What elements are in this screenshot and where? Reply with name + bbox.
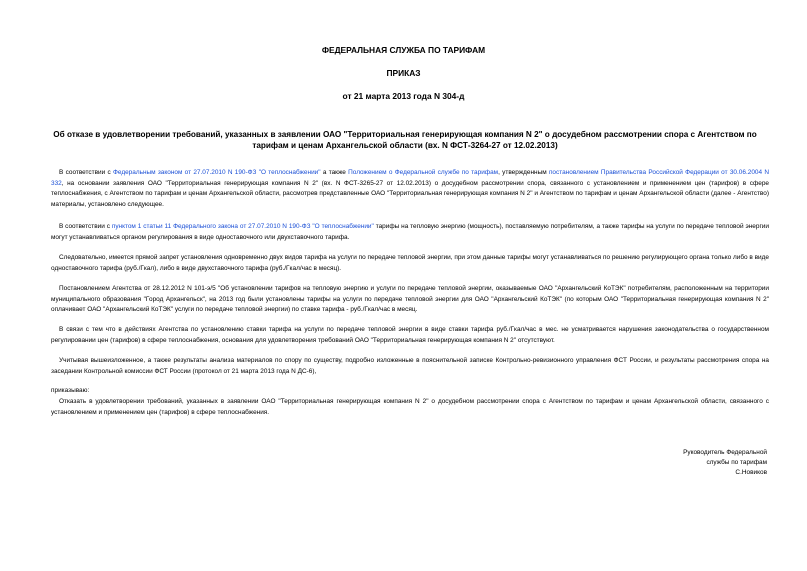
paragraph-1-text-d: , на основании заявления ОАО "Территориальная генерирующая компания N 2" (вх. N ФСТ-3265-27 от 12.02.2013) о досудебном рассмотрении спора, связанного с установлением и применением цен (тарифов) в сфере теплоснабжения, с Агентством по тарифам и ценам Архангельской области, рассмотрев представленные ОАО "Территориальная генерирующая компания N 2" и Агентством по тарифам и ценам Архангельской области (далее - Агентство) материалы, установлено следующее.: [51, 179, 769, 208]
document-type-heading: ПРИКАЗ: [386, 68, 421, 78]
law-190fz-article-11-link[interactable]: пунктом 1 статьи 11 Федерального закона от 27.07.2010 N 190-ФЗ "О теплоснабжении": [111, 223, 374, 230]
paragraph-6: Учитывая вышеизложенное, а также результаты анализа материалов по спору по существу, подробно изложенные в пояснительной записке Контрольно-ревизионного управления ФСТ России, и результаты рассмотрения спора на заседании Контрольной комиссии ФСТ России (протокол от 21 марта 2013 года N ДС-6),: [51, 357, 769, 375]
paragraph-4: Постановлением Агентства от 28.12.2012 N 101-э/5 "Об установлении тарифов на тепловую энергию и услуги по передаче тепловой энергии, оказываемые ОАО "Архангельский КоТЭК" потребителям, расположенным на территории муниципального образования "Город Архангельск", на 2013 год были установлены тарифы на услуги по передаче тепловой энергии для ОАО "Архангельский КоТЭК" (по которым ОАО "Территориальная генерирующая компания N 2" оплачивает ОАО "Архангельский КоТЭК" услуги по передаче тепловой энергии) по ставке тарифа - руб./Гкал/час в месяц.: [51, 285, 769, 313]
paragraph-1: [51, 168, 769, 210]
paragraph-decision: Отказать в удовлетворении требований, указанных в заявлении ОАО "Территориальная генерирующая компания N 2" о досудебном рассмотрении спора с Агентством по тарифам и ценам Архангельской области, связанного с установлением и применением цен (тарифов) в сфере теплоснабжения.: [51, 398, 769, 416]
paragraph-1-text-a: В соответствии с: [59, 169, 113, 176]
document-title: Об отказе в удовлетворении требований, указанных в заявлении ОАО "Территориальная генерирующая компания N 2" о досудебном рассмотрении спора с Агентством по тарифам и ценам Архангельской области (вх. N ФСТ-3264-27 от 12.02.2013): [53, 130, 757, 150]
paragraph-2: [51, 222, 769, 243]
government-decree-332-link[interactable]: постановлением Правительства Российской Федерации от 30.06.2004 N 332: [51, 169, 769, 187]
paragraph-order: приказываю:: [51, 387, 90, 394]
law-190fz-link[interactable]: Федеральным законом от 27.07.2010 N 190-ФЗ "О теплоснабжении": [113, 169, 321, 176]
agency-heading: ФЕДЕРАЛЬНАЯ СЛУЖБА ПО ТАРИФАМ: [321, 45, 486, 55]
paragraph-1-text-b: а также: [320, 169, 349, 176]
fst-regulation-link[interactable]: Положением о Федеральной службе по тарифам: [348, 169, 499, 176]
signature-position: Руководитель Федеральной: [683, 449, 767, 456]
paragraph-1-text-c: , утвержденным: [498, 169, 549, 176]
signature-service: службы по тарифам: [706, 459, 767, 466]
paragraph-5: В связи с тем что в действиях Агентства по установлению ставки тарифа на услуги по передаче тепловой энергии в виде ставки тарифа руб./Гкал/час в мес. не усматривается нарушения законодательства о государственном регулировании цен (тарифов) в сфере теплоснабжения, основания для удовлетворения требований ОАО "Территориальная генерирующая компания N 2" отсутствуют.: [51, 326, 769, 344]
document-date-heading: от 21 марта 2013 года N 304-д: [342, 91, 465, 101]
paragraph-2-text-a: В соответствии с: [59, 223, 112, 230]
paragraph-3: Следовательно, имеется прямой запрет установления одновременно двух видов тарифа на услуги по передаче тепловой энергии, при этом данные тарифы могут устанавливаться по решению регулирующего органа только либо в виде одноставочного тарифа (руб./Гкал), либо в виде двухставочного тарифа (руб./Гкал/час в месяц).: [51, 254, 769, 272]
paragraph-2-text-b: тарифы на тепловую энергию (мощность), поставляемую потребителям, а также тарифы на услуги по передаче тепловой энергии могут устанавливаться органом регулирования в виде одноставочного или двухставочного тарифа.: [51, 223, 769, 241]
signature-name: С.Новиков: [735, 469, 767, 476]
